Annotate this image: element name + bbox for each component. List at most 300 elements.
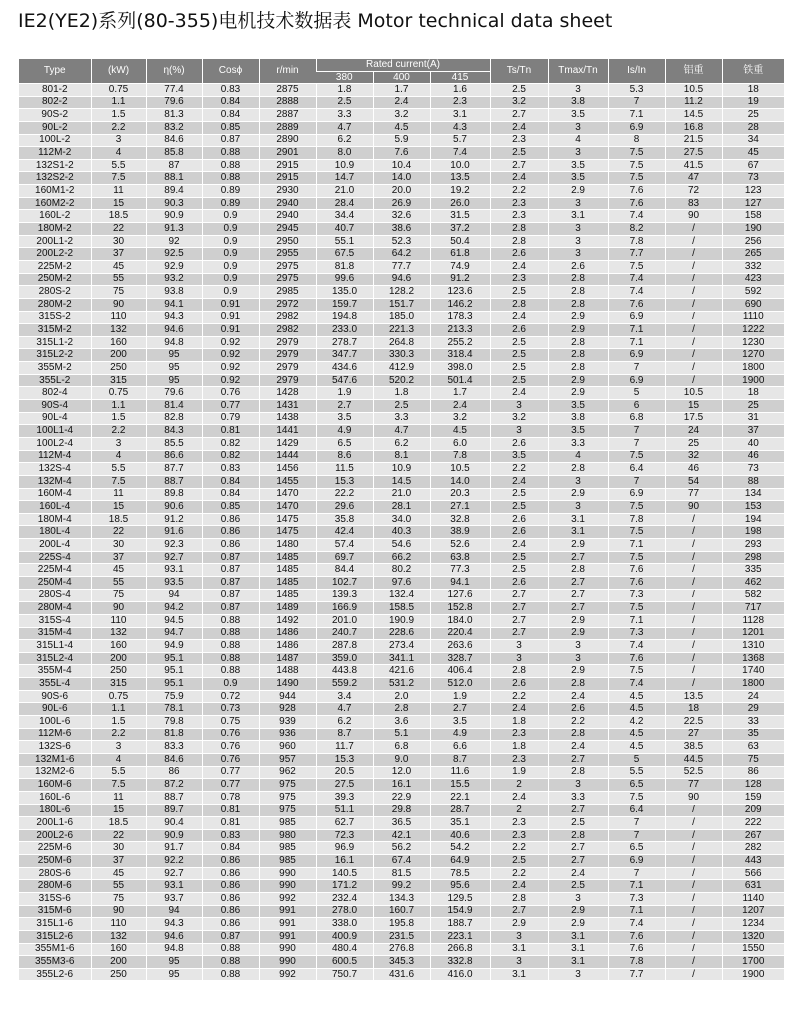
cell-power-factor: 0.76 [202, 753, 259, 766]
cell-power: 160 [91, 640, 146, 653]
cell-start-torque: 2.4 [490, 880, 548, 893]
cell-efficiency: 94.7 [146, 627, 202, 640]
cell-type: 132M-4 [19, 475, 91, 488]
cell-type: 315L2-2 [19, 349, 91, 362]
cell-aluminium-weight: / [665, 602, 722, 615]
cell-start-current: 7.5 [608, 147, 665, 160]
cell-efficiency: 90.3 [146, 197, 202, 210]
cell-aluminium-weight: / [665, 880, 722, 893]
cell-start-torque: 2.5 [490, 564, 548, 577]
cell-aluminium-weight: 10.5 [665, 387, 722, 400]
cell-power-factor: 0.87 [202, 564, 259, 577]
cell-start-current: 7 [608, 475, 665, 488]
cell-iron-weight: 25 [722, 109, 784, 122]
cell-power: 7.5 [91, 779, 146, 792]
cell-aluminium-weight: 41.5 [665, 159, 722, 172]
cell-current-415: 1.9 [430, 690, 490, 703]
cell-aluminium-weight: / [665, 589, 722, 602]
cell-power-factor: 0.88 [202, 159, 259, 172]
cell-power: 18.5 [91, 513, 146, 526]
cell-aluminium-weight: / [665, 539, 722, 552]
cell-current-415: 154.9 [430, 905, 490, 918]
cell-current-415: 40.6 [430, 829, 490, 842]
cell-power: 315 [91, 374, 146, 387]
cell-aluminium-weight: / [665, 526, 722, 539]
cell-current-415: 1.7 [430, 387, 490, 400]
cell-current-400: 431.6 [373, 968, 430, 980]
cell-current-400: 2.4 [373, 96, 430, 109]
cell-max-torque: 3.3 [548, 791, 608, 804]
cell-start-current: 7.8 [608, 956, 665, 969]
table-row [19, 172, 784, 185]
cell-current-380: 69.7 [316, 551, 373, 564]
cell-type: 280S-6 [19, 867, 91, 880]
cell-current-380: 434.6 [316, 362, 373, 375]
cell-start-torque: 2.4 [490, 172, 548, 185]
cell-power: 160 [91, 943, 146, 956]
cell-power: 0.75 [91, 84, 146, 97]
cell-iron-weight: 1230 [722, 336, 784, 349]
cell-power: 1.1 [91, 703, 146, 716]
cell-current-380: 135.0 [316, 286, 373, 299]
cell-iron-weight: 1740 [722, 665, 784, 678]
cell-speed: 936 [259, 728, 316, 741]
cell-max-torque: 3 [548, 121, 608, 134]
cell-iron-weight: 18 [722, 387, 784, 400]
cell-speed: 960 [259, 741, 316, 754]
table-row [19, 412, 784, 425]
cell-current-380: 2.7 [316, 400, 373, 413]
cell-power-factor: 0.86 [202, 855, 259, 868]
cell-start-torque: 2.5 [490, 374, 548, 387]
table-row [19, 640, 784, 653]
table-row [19, 437, 784, 450]
cell-power: 2.2 [91, 728, 146, 741]
cell-iron-weight: 631 [722, 880, 784, 893]
cell-power: 37 [91, 551, 146, 564]
cell-efficiency: 87 [146, 159, 202, 172]
cell-power-factor: 0.81 [202, 425, 259, 438]
cell-efficiency: 94 [146, 905, 202, 918]
cell-iron-weight: 1128 [722, 614, 784, 627]
cell-iron-weight: 18 [722, 84, 784, 97]
cell-speed: 962 [259, 766, 316, 779]
cell-power-factor: 0.78 [202, 791, 259, 804]
cell-power: 90 [91, 905, 146, 918]
cell-speed: 1470 [259, 501, 316, 514]
cell-max-torque: 2.8 [548, 829, 608, 842]
cell-efficiency: 88.1 [146, 172, 202, 185]
cell-current-400: 52.3 [373, 235, 430, 248]
cell-power: 3 [91, 134, 146, 147]
cell-efficiency: 94.2 [146, 602, 202, 615]
cell-speed: 2889 [259, 121, 316, 134]
cell-start-torque: 1.8 [490, 741, 548, 754]
cell-start-torque: 2.4 [490, 121, 548, 134]
cell-power-factor: 0.81 [202, 804, 259, 817]
cell-start-current: 5 [608, 753, 665, 766]
cell-power: 132 [91, 930, 146, 943]
table-row [19, 918, 784, 931]
cell-current-380: 338.0 [316, 918, 373, 931]
cell-iron-weight: 123 [722, 185, 784, 198]
cell-current-415: 6.6 [430, 741, 490, 754]
table-row [19, 627, 784, 640]
cell-speed: 2955 [259, 248, 316, 261]
cell-current-415: 255.2 [430, 336, 490, 349]
cell-efficiency: 94.8 [146, 943, 202, 956]
cell-current-400: 264.8 [373, 336, 430, 349]
cell-current-400: 32.6 [373, 210, 430, 223]
cell-efficiency: 90.6 [146, 501, 202, 514]
cell-power: 160 [91, 336, 146, 349]
cell-aluminium-weight: / [665, 273, 722, 286]
cell-start-torque: 3 [490, 400, 548, 413]
cell-current-380: 14.7 [316, 172, 373, 185]
cell-start-torque: 2.3 [490, 273, 548, 286]
cell-aluminium-weight: 52.5 [665, 766, 722, 779]
cell-aluminium-weight: / [665, 943, 722, 956]
cell-power-factor: 0.76 [202, 728, 259, 741]
cell-current-415: 37.2 [430, 223, 490, 236]
cell-efficiency: 92.7 [146, 551, 202, 564]
cell-current-415: 512.0 [430, 678, 490, 691]
cell-current-400: 421.6 [373, 665, 430, 678]
cell-aluminium-weight: / [665, 311, 722, 324]
cell-start-torque: 2.8 [490, 665, 548, 678]
cell-type: 250M-2 [19, 273, 91, 286]
cell-current-380: 443.8 [316, 665, 373, 678]
cell-type: 100L1-4 [19, 425, 91, 438]
cell-efficiency: 81.3 [146, 109, 202, 122]
cell-power-factor: 0.84 [202, 96, 259, 109]
cell-current-415: 64.9 [430, 855, 490, 868]
cell-efficiency: 94.3 [146, 918, 202, 931]
cell-power: 132 [91, 627, 146, 640]
cell-current-415: 184.0 [430, 614, 490, 627]
cell-efficiency: 94.9 [146, 640, 202, 653]
cell-current-415: 129.5 [430, 893, 490, 906]
cell-type: 315M-6 [19, 905, 91, 918]
cell-current-380: 16.1 [316, 855, 373, 868]
cell-type: 90S-2 [19, 109, 91, 122]
cell-current-400: 66.2 [373, 551, 430, 564]
cell-start-torque: 3 [490, 425, 548, 438]
cell-max-torque: 2.9 [548, 324, 608, 337]
cell-aluminium-weight: / [665, 918, 722, 931]
cell-power-factor: 0.89 [202, 197, 259, 210]
cell-aluminium-weight: / [665, 968, 722, 980]
cell-current-400: 330.3 [373, 349, 430, 362]
cell-type: 90L-2 [19, 121, 91, 134]
cell-max-torque: 3 [548, 223, 608, 236]
cell-iron-weight: 134 [722, 488, 784, 501]
cell-max-torque: 3 [548, 652, 608, 665]
cell-start-current: 7 [608, 867, 665, 880]
cell-speed: 2975 [259, 273, 316, 286]
cell-start-torque: 2.4 [490, 791, 548, 804]
cell-aluminium-weight: / [665, 576, 722, 589]
header-voltage-415: 415 [430, 72, 490, 84]
table-row [19, 867, 784, 880]
cell-current-380: 4.7 [316, 121, 373, 134]
cell-current-380: 21.0 [316, 185, 373, 198]
cell-current-400: 97.6 [373, 576, 430, 589]
cell-max-torque: 3.1 [548, 513, 608, 526]
table-row [19, 273, 784, 286]
cell-current-400: 22.9 [373, 791, 430, 804]
table-row [19, 96, 784, 109]
cell-max-torque: 3.5 [548, 400, 608, 413]
cell-current-380: 2.5 [316, 96, 373, 109]
cell-max-torque: 2.9 [548, 905, 608, 918]
cell-power: 15 [91, 501, 146, 514]
table-row [19, 968, 784, 980]
cell-speed: 1428 [259, 387, 316, 400]
table-row [19, 425, 784, 438]
cell-start-torque: 2.6 [490, 678, 548, 691]
cell-current-400: 195.8 [373, 918, 430, 931]
cell-start-current: 7.4 [608, 210, 665, 223]
cell-power: 11 [91, 488, 146, 501]
cell-power-factor: 0.86 [202, 918, 259, 931]
cell-speed: 2875 [259, 84, 316, 97]
page-title: IE2(YE2)系列(80-355)电机技术数据表 Motor technical data sheet [18, 10, 613, 32]
cell-power: 55 [91, 576, 146, 589]
cell-efficiency: 95.1 [146, 665, 202, 678]
table-row [19, 109, 784, 122]
cell-power: 2.2 [91, 425, 146, 438]
cell-efficiency: 81.4 [146, 400, 202, 413]
cell-power: 45 [91, 867, 146, 880]
table-row [19, 298, 784, 311]
cell-start-torque: 2.6 [490, 576, 548, 589]
cell-current-415: 6.0 [430, 437, 490, 450]
cell-power: 110 [91, 311, 146, 324]
cell-current-415: 188.7 [430, 918, 490, 931]
cell-current-380: 547.6 [316, 374, 373, 387]
cell-start-torque: 2.4 [490, 703, 548, 716]
cell-efficiency: 94.1 [146, 298, 202, 311]
cell-efficiency: 94 [146, 589, 202, 602]
cell-current-415: 3.5 [430, 716, 490, 729]
cell-type: 315M-4 [19, 627, 91, 640]
table-row [19, 463, 784, 476]
cell-aluminium-weight: 16.8 [665, 121, 722, 134]
cell-max-torque: 2.9 [548, 539, 608, 552]
cell-current-400: 2.0 [373, 690, 430, 703]
cell-iron-weight: 267 [722, 829, 784, 842]
cell-max-torque: 3.5 [548, 159, 608, 172]
cell-current-400: 42.1 [373, 829, 430, 842]
cell-current-400: 12.0 [373, 766, 430, 779]
cell-speed: 975 [259, 779, 316, 792]
cell-type: 355M1-6 [19, 943, 91, 956]
cell-aluminium-weight: 54 [665, 475, 722, 488]
cell-current-415: 4.3 [430, 121, 490, 134]
cell-current-380: 57.4 [316, 539, 373, 552]
cell-current-380: 278.7 [316, 336, 373, 349]
table-row [19, 614, 784, 627]
cell-power: 250 [91, 665, 146, 678]
cell-type: 100L2-4 [19, 437, 91, 450]
cell-current-380: 139.3 [316, 589, 373, 602]
cell-current-400: 99.2 [373, 880, 430, 893]
cell-start-current: 7.4 [608, 286, 665, 299]
cell-start-torque: 2.4 [490, 539, 548, 552]
cell-iron-weight: 86 [722, 766, 784, 779]
cell-start-current: 7.1 [608, 880, 665, 893]
cell-current-400: 6.8 [373, 741, 430, 754]
cell-current-380: 480.4 [316, 943, 373, 956]
cell-current-415: 15.5 [430, 779, 490, 792]
cell-iron-weight: 194 [722, 513, 784, 526]
cell-current-400: 158.5 [373, 602, 430, 615]
cell-current-400: 26.9 [373, 197, 430, 210]
cell-start-current: 7.5 [608, 172, 665, 185]
cell-power-factor: 0.88 [202, 172, 259, 185]
cell-power: 45 [91, 260, 146, 273]
cell-iron-weight: 198 [722, 526, 784, 539]
cell-current-380: 194.8 [316, 311, 373, 324]
cell-current-380: 29.6 [316, 501, 373, 514]
cell-current-380: 559.2 [316, 678, 373, 691]
cell-iron-weight: 35 [722, 728, 784, 741]
cell-max-torque: 3 [548, 197, 608, 210]
cell-iron-weight: 1900 [722, 968, 784, 980]
table-body [19, 84, 784, 981]
cell-max-torque: 3.1 [548, 526, 608, 539]
cell-type: 180M-4 [19, 513, 91, 526]
cell-max-torque: 2.7 [548, 602, 608, 615]
cell-iron-weight: 293 [722, 539, 784, 552]
cell-current-380: 3.5 [316, 412, 373, 425]
cell-power-factor: 0.86 [202, 880, 259, 893]
cell-start-current: 7.5 [608, 159, 665, 172]
cell-power-factor: 0.9 [202, 248, 259, 261]
cell-aluminium-weight: / [665, 627, 722, 640]
cell-start-current: 7.5 [608, 791, 665, 804]
cell-type: 225M-2 [19, 260, 91, 273]
cell-type: 180M-2 [19, 223, 91, 236]
cell-start-current: 6.4 [608, 463, 665, 476]
cell-speed: 1470 [259, 488, 316, 501]
cell-current-380: 8.7 [316, 728, 373, 741]
cell-current-400: 5.9 [373, 134, 430, 147]
cell-iron-weight: 592 [722, 286, 784, 299]
cell-aluminium-weight: 18 [665, 703, 722, 716]
cell-start-current: 7.3 [608, 589, 665, 602]
cell-max-torque: 2.6 [548, 703, 608, 716]
cell-start-current: 7.6 [608, 298, 665, 311]
cell-current-415: 95.6 [430, 880, 490, 893]
cell-speed: 1486 [259, 640, 316, 653]
cell-efficiency: 94.8 [146, 336, 202, 349]
cell-power: 1.1 [91, 96, 146, 109]
cell-start-torque: 2.5 [490, 286, 548, 299]
cell-start-torque: 2.7 [490, 589, 548, 602]
cell-current-415: 4.5 [430, 425, 490, 438]
cell-aluminium-weight: / [665, 817, 722, 830]
cell-speed: 990 [259, 867, 316, 880]
cell-speed: 1488 [259, 665, 316, 678]
table-row [19, 336, 784, 349]
cell-efficiency: 77.4 [146, 84, 202, 97]
cell-current-400: 1.8 [373, 387, 430, 400]
cell-power-factor: 0.83 [202, 84, 259, 97]
cell-power-factor: 0.87 [202, 602, 259, 615]
cell-aluminium-weight: / [665, 905, 722, 918]
cell-start-torque: 2.3 [490, 197, 548, 210]
cell-power: 110 [91, 614, 146, 627]
cell-start-current: 7.1 [608, 614, 665, 627]
cell-current-380: 278.0 [316, 905, 373, 918]
cell-current-415: 127.6 [430, 589, 490, 602]
cell-efficiency: 84.3 [146, 425, 202, 438]
cell-start-current: 7.5 [608, 665, 665, 678]
cell-power-factor: 0.88 [202, 665, 259, 678]
cell-start-torque: 2.5 [490, 84, 548, 97]
cell-max-torque: 2.7 [548, 804, 608, 817]
table-row [19, 450, 784, 463]
cell-iron-weight: 1368 [722, 652, 784, 665]
cell-type: 160M1-2 [19, 185, 91, 198]
cell-speed: 985 [259, 855, 316, 868]
cell-speed: 939 [259, 716, 316, 729]
cell-current-400: 56.2 [373, 842, 430, 855]
cell-current-400: 94.6 [373, 273, 430, 286]
table-row [19, 817, 784, 830]
cell-type: 280S-4 [19, 589, 91, 602]
cell-type: 315S-4 [19, 614, 91, 627]
cell-efficiency: 95.1 [146, 652, 202, 665]
cell-start-current: 8 [608, 134, 665, 147]
table-row [19, 842, 784, 855]
cell-efficiency: 79.8 [146, 716, 202, 729]
cell-current-380: 8.6 [316, 450, 373, 463]
cell-current-415: 146.2 [430, 298, 490, 311]
cell-current-415: 94.1 [430, 576, 490, 589]
table-row [19, 374, 784, 387]
cell-max-torque: 3.1 [548, 210, 608, 223]
cell-max-torque: 2.8 [548, 362, 608, 375]
cell-current-415: 32.8 [430, 513, 490, 526]
cell-start-torque: 2.7 [490, 602, 548, 615]
cell-aluminium-weight: / [665, 855, 722, 868]
cell-iron-weight: 128 [722, 779, 784, 792]
cell-start-current: 6.5 [608, 779, 665, 792]
cell-max-torque: 2.4 [548, 741, 608, 754]
cell-start-torque: 2.3 [490, 753, 548, 766]
cell-max-torque: 3.3 [548, 437, 608, 450]
table-row [19, 880, 784, 893]
cell-efficiency: 92.7 [146, 867, 202, 880]
cell-aluminium-weight: / [665, 362, 722, 375]
table-row [19, 475, 784, 488]
cell-current-400: 3.6 [373, 716, 430, 729]
cell-start-torque: 2.3 [490, 134, 548, 147]
cell-start-torque: 2.4 [490, 387, 548, 400]
cell-max-torque: 2.8 [548, 286, 608, 299]
cell-type: 315M-2 [19, 324, 91, 337]
cell-power: 2.2 [91, 121, 146, 134]
cell-current-400: 531.2 [373, 678, 430, 691]
cell-iron-weight: 1234 [722, 918, 784, 931]
table-row [19, 589, 784, 602]
cell-current-400: 160.7 [373, 905, 430, 918]
cell-max-torque: 3 [548, 501, 608, 514]
table-row [19, 501, 784, 514]
